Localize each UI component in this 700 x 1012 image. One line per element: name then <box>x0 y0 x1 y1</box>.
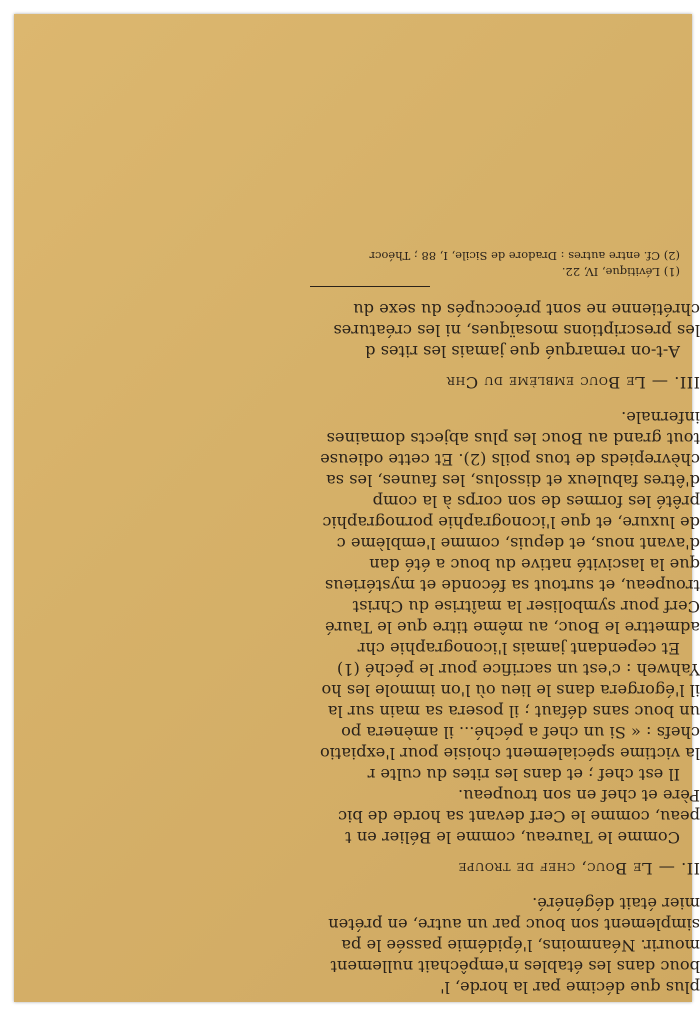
text-line: plus que décime par la horde, l' <box>440 978 700 997</box>
paper-sheet <box>14 14 700 1002</box>
page-text <box>10 248 700 998</box>
paragraph-2b <box>10 659 700 785</box>
text-line: prêté les formes de son corps à la comp <box>372 492 700 511</box>
text-line: Père et chef en son troupeau. <box>458 786 700 805</box>
text-line: admettre le Bouc, au même titre que le Tauré <box>325 618 700 637</box>
text-line: Cerf pour symboliser la maîtrise du Christ <box>352 597 700 616</box>
section-heading-2: II. — Le Bouc, chef de troupe <box>458 859 700 878</box>
text-line: Yahweh : c'est un sacrifice pour le péché (1) <box>336 660 700 679</box>
footnote-2: (2) Cf. entre autres : Dradore de Sicile, I, 88 ; Théocr <box>369 249 680 263</box>
text-line: que la lascivité native du bouc a été dan <box>369 555 700 574</box>
upside-down-page <box>2 14 700 1002</box>
text-line: tout grand au Bouc les plus abjects domaines <box>326 429 700 448</box>
paragraph-2c <box>10 407 700 659</box>
text-line: chèvrepieds de tous poils (2). Et cette odieuse <box>320 450 700 469</box>
text-line: simplement son bouc par un autre, en préten <box>328 915 700 934</box>
paragraph-2a <box>10 785 700 848</box>
text-line: chrétienne ne sont préoccupés du sexe du <box>353 300 700 319</box>
text-line: Et cependant jamais l'iconographie chr <box>357 639 680 658</box>
text-line: la victime spécialement choisie pour l'expiatio <box>319 744 700 763</box>
footnote-1: (1) Lévitique, IV, 22. <box>561 265 680 279</box>
text-line: d'êtres fabuleux et dissolus, les faunes, les sa <box>326 471 700 490</box>
text-line: bouc dans les étables n'empêchait nullement <box>330 957 700 976</box>
footnote-rule <box>310 286 430 287</box>
paragraph-3 <box>10 299 700 362</box>
text-line: peau, comme le Cerf devant sa horde de bic <box>338 807 700 826</box>
text-line: un bouc sans défaut ; il posera sa main sur la <box>327 702 700 721</box>
text-line: troupeau, et surtout sa féconde et mystérieus <box>324 576 700 595</box>
section-heading-3: III. — Le Bouc emblème du Chr <box>446 373 700 392</box>
text-line: Comme le Taureau, comme le Bélier en t <box>345 828 680 847</box>
text-line: mier était dégénéré. <box>532 894 700 913</box>
text-line: A-t-on remarqué que jamais les rites d <box>365 342 680 361</box>
text-line: mourir. Néanmoins, l'épidémie passée le pa <box>341 936 700 955</box>
footnotes <box>10 248 700 280</box>
text-line: chefs : « Si un chef a péché... il amènera po <box>341 723 700 742</box>
text-line: il l'égorgera dans le lieu où l'on immole les ho <box>321 681 700 700</box>
text-line: Il est chef ; et dans les rites du culte r <box>367 765 680 784</box>
text-line: de luxure, et que l'iconographie pornographic <box>322 513 700 532</box>
text-line: les prescriptions mosaïques, ni les créatures <box>333 321 700 340</box>
intro-paragraph <box>10 893 700 998</box>
text-line: infernale. <box>621 408 700 427</box>
text-line: d'avant nous, et depuis, comme l'emblème c <box>336 534 700 553</box>
